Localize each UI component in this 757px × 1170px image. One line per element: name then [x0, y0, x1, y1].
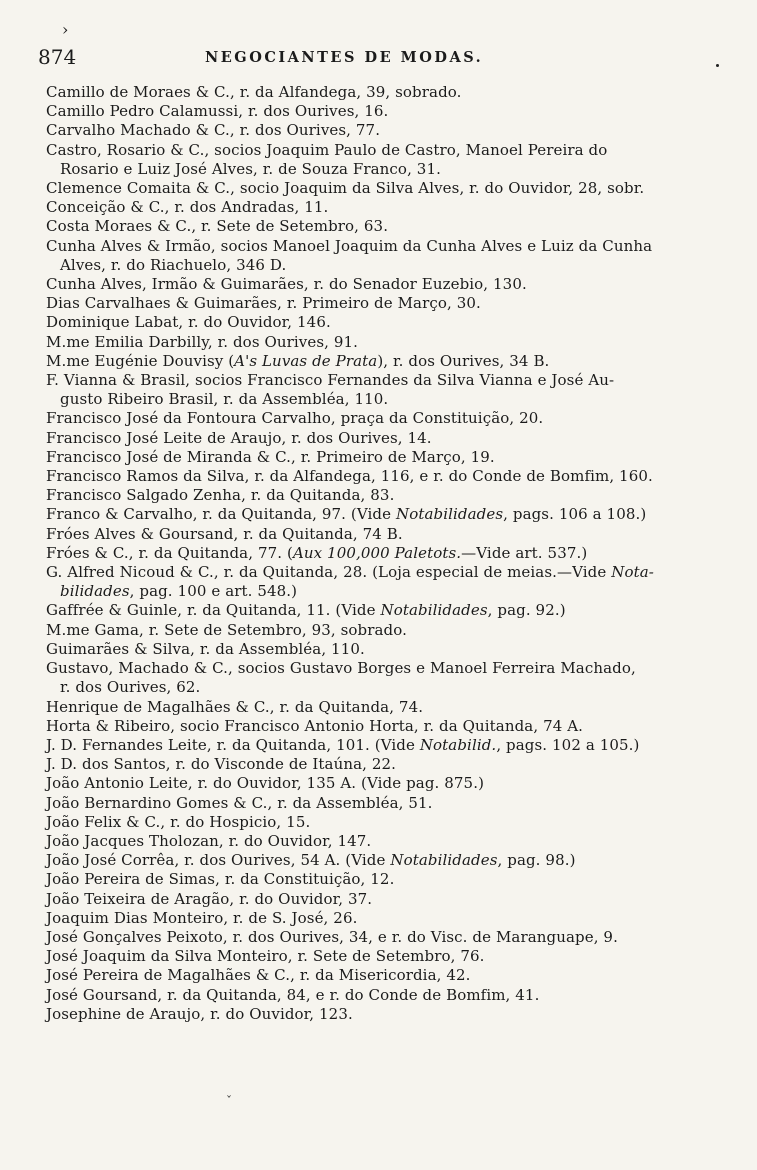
entry-text: Camillo de Moraes & C., r. da Alfandega, 39, sobrado.: [46, 83, 462, 101]
running-head: NEGOCIANTES DE MODAS.: [205, 49, 484, 66]
entry-text: Dias Carvalhaes & Guimarães, r. Primeiro de Março, 30.: [46, 294, 481, 313]
entry-line: [46, 486, 691, 505]
entry-text: José Pereira de Magalhães & C., r. da Misericordia, 42.: [46, 966, 471, 985]
entry-text: J. D. dos Santos, r. do Visconde de Itaúna, 22.: [46, 755, 397, 774]
entry-text: João Teixeira de Aragão, r. do Ouvidor, 37.: [46, 889, 373, 908]
entry-text: Francisco Ramos da Silva, r. da Alfandega, 116, e r. do Conde de Bomfim, 160.: [46, 467, 653, 486]
entry-line: [46, 909, 691, 928]
entry-text: Conceição & C., r. dos Andradas, 11.: [46, 198, 329, 217]
entry-text: Francisco José de Miranda & C., r. Primeiro de Março, 19.: [46, 447, 495, 466]
entry-text: Dominique Labat, r. do Ouvidor, 146.: [46, 313, 331, 332]
entry-text: , pag. 98.): [497, 851, 576, 870]
entry-line: [46, 966, 691, 985]
ink-speck: [716, 64, 719, 67]
entry-line: [46, 928, 691, 947]
entry-line: [46, 217, 691, 236]
entry-line: [46, 409, 691, 428]
entry-text: Carvalho Machado & C., r. dos Ourives, 77.: [46, 121, 381, 140]
entry-line: [46, 870, 691, 889]
entry-text: Cunha Alves & Irmão, socios Manoel Joaquim da Cunha Alves e Luiz da Cunha: [46, 236, 653, 255]
entry-line: [46, 717, 691, 736]
entry-line: [46, 1005, 691, 1024]
entry-line: [46, 237, 691, 256]
entry-line: [46, 294, 691, 313]
entry-text: João Jacques Tholozan, r. do Ouvidor, 147.: [46, 831, 372, 850]
entry-italic-text: Notabilidades: [395, 505, 504, 524]
entry-text: Horta & Ribeiro, socio Francisco Antonio Horta, r. da Quitanda, 74 A.: [46, 716, 584, 735]
entry-line: [46, 813, 691, 832]
entry-line: [46, 505, 691, 524]
entry-text: —Vide art. 537.): [461, 543, 588, 562]
entry-text: Franco & Carvalho, r. da Quitanda, 97. (Vide: [46, 505, 396, 524]
entry-line: [46, 986, 691, 1005]
entry-text: F. Vianna & Brasil, socios Francisco Fernandes da Silva Vianna e José Au-: [46, 371, 615, 390]
entry-line: [46, 275, 691, 294]
entry-line: [46, 352, 691, 371]
entry-text: João Bernardino Gomes & C., r. da Assembléa, 51.: [46, 793, 433, 812]
ink-tick: ˇ: [226, 1094, 232, 1108]
directory-entries: [46, 83, 691, 1024]
entry-line: [46, 640, 691, 659]
entry-text: João José Corrêa, r. dos Ourives, 54 A. (Vide: [46, 851, 391, 870]
entry-line: [46, 890, 691, 909]
entry-text: M.me Eugénie Douvisy (: [46, 351, 235, 370]
entry-text: Clemence Comaita & C., socio Joaquim da Silva Alves, r. do Ouvidor, 28, sobr.: [46, 179, 645, 198]
entry-text: , pags. 106 a 108.): [503, 505, 647, 524]
entry-line: [46, 198, 691, 217]
entry-line: [46, 794, 691, 813]
entry-line: [46, 563, 691, 582]
entry-text: Gaffrée & Guinle, r. da Quitanda, 11. (Vide: [46, 601, 381, 620]
entry-text: Rosario e Luiz José Alves, r. de Souza Franco, 31.: [60, 159, 441, 178]
entry-text: Castro, Rosario & C., socios Joaquim Paulo de Castro, Manoel Pereira do: [46, 140, 608, 159]
entry-text: r. dos Ourives, 62.: [60, 678, 201, 697]
entry-text: gusto Ribeiro Brasil, r. da Assembléa, 110.: [60, 390, 389, 409]
margin-mark: ›: [62, 20, 69, 39]
entry-line: [46, 736, 691, 755]
entry-line: [46, 832, 691, 851]
entry-line: [46, 160, 691, 179]
entry-line: [46, 659, 691, 678]
entry-text: Alves, r. do Riachuelo, 346 D.: [60, 255, 287, 274]
entry-text: Henrique de Magalhães & C., r. da Quitanda, 74.: [46, 697, 424, 716]
entry-text: Cunha Alves, Irmão & Guimarães, r. do Senador Euzebio, 130.: [46, 275, 527, 294]
entry-text: Francisco José da Fontoura Carvalho, praça da Constituição, 20.: [46, 409, 544, 428]
entry-text: Francisco José Leite de Araujo, r. dos Ourives, 14.: [46, 428, 432, 447]
entry-line: [46, 544, 691, 563]
entry-italic-text: Notabilidades: [380, 601, 488, 620]
entry-text: João Antonio Leite, r. do Ouvidor, 135 A. (Vide pag. 875.): [46, 774, 485, 793]
entry-italic-text: Notabilid.: [419, 735, 497, 754]
entry-line: [46, 774, 691, 793]
entry-line: [46, 102, 691, 121]
entry-line: [46, 256, 691, 275]
entry-text: Joaquim Dias Monteiro, r. de S. José, 26.: [46, 908, 358, 927]
entry-text: ), r. dos Ourives, 34 B.: [377, 351, 550, 370]
entry-line: [46, 582, 691, 601]
entry-line: [46, 467, 691, 486]
entry-italic-text: bilidades: [60, 582, 130, 601]
entry-text: , pag. 100 e art. 548.): [129, 582, 298, 601]
entry-text: João Pereira de Simas, r. da Constituição, 12.: [46, 870, 395, 889]
entry-text: Josephine de Araujo, r. do Ouvidor, 123.: [46, 1004, 353, 1023]
entry-line: [46, 525, 691, 544]
entry-line: [46, 621, 691, 640]
entry-line: [46, 698, 691, 717]
entry-text: Fróes & C., r. da Quitanda, 77. (: [46, 543, 293, 562]
entry-text: José Joaquim da Silva Monteiro, r. Sete de Setembro, 76.: [46, 947, 485, 966]
entry-text: J. D. Fernandes Leite, r. da Quitanda, 101. (Vide: [46, 735, 420, 754]
entry-line: [46, 390, 691, 409]
entry-line: [46, 755, 691, 774]
entry-text: José Goursand, r. da Quitanda, 84, e r. do Conde de Bomfim, 41.: [46, 985, 540, 1004]
entry-line: [46, 601, 691, 620]
entry-text: , pag. 92.): [487, 601, 566, 620]
entry-line: [46, 83, 691, 102]
entry-text: M.me Emilia Darbilly, r. dos Ourives, 91.: [46, 332, 359, 351]
page-number: 874: [38, 45, 77, 69]
entry-text: Guimarães & Silva, r. da Assembléa, 110.: [46, 639, 365, 658]
entry-text: G. Alfred Nicoud & C., r. da Quitanda, 28. (Loja especial de meias.—Vide: [46, 563, 612, 582]
entry-text: M.me Gama, r. Sete de Setembro, 93, sobrado.: [46, 620, 407, 639]
entry-line: [46, 121, 691, 140]
entry-line: [46, 141, 691, 160]
entry-italic-text: A's Luvas de Prata: [234, 351, 378, 370]
entry-text: Gustavo, Machado & C., socios Gustavo Borges e Manoel Ferreira Machado,: [46, 659, 636, 678]
entry-line: [46, 313, 691, 332]
entry-text: José Gonçalves Peixoto, r. dos Ourives, 34, e r. do Visc. de Maranguape, 9.: [46, 927, 618, 946]
entry-italic-text: Aux 100,000 Paletots.: [292, 543, 462, 562]
entry-text: Costa Moraes & C., r. Sete de Setembro, 63.: [46, 217, 389, 236]
entry-line: [46, 448, 691, 467]
page-header: [38, 44, 678, 70]
entry-text: Camillo Pedro Calamussi, r. dos Ourives, 16.: [46, 102, 389, 121]
entry-italic-text: Notabilidades: [390, 851, 498, 870]
entry-text: Fróes Alves & Goursand, r. da Quitanda, 74 B.: [46, 524, 403, 543]
entry-text: João Felix & C., r. do Hospicio, 15.: [46, 812, 311, 831]
entry-line: [46, 179, 691, 198]
entry-line: [46, 371, 691, 390]
entry-line: [46, 678, 691, 697]
entry-line: [46, 429, 691, 448]
entry-line: [46, 851, 691, 870]
entry-line: [46, 947, 691, 966]
entry-text: , pags. 102 a 105.): [496, 735, 640, 754]
entry-line: [46, 333, 691, 352]
entry-text: Francisco Salgado Zenha, r. da Quitanda, 83.: [46, 486, 395, 505]
entry-italic-text: Nota-: [611, 563, 654, 582]
